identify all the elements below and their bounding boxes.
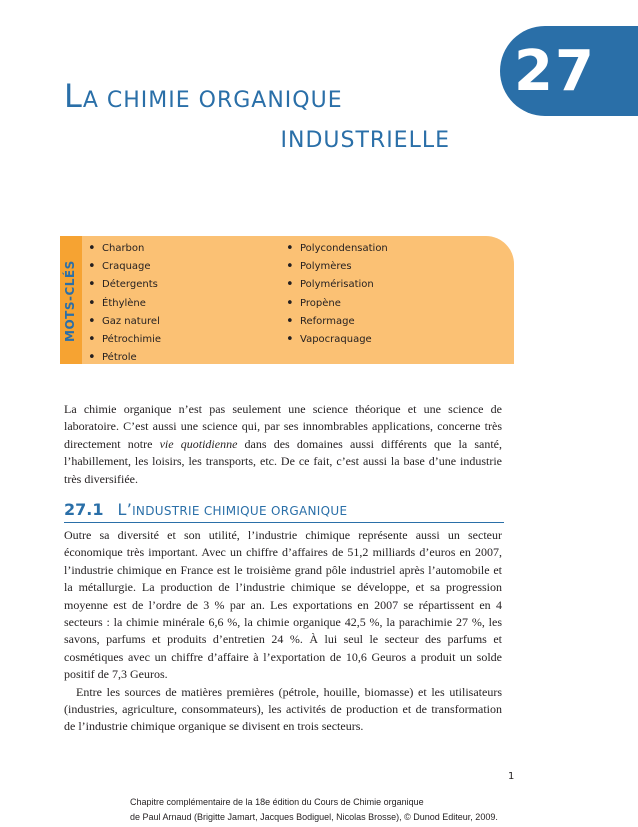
keyword-item [286, 331, 388, 349]
keyword-item [88, 349, 161, 367]
keywords-label: MOTS-CLÉS [63, 260, 77, 342]
keyword-text: Polymères [300, 261, 352, 273]
chapter-title [64, 76, 454, 161]
footer-line-1: Chapitre complémentaire de la 18e édition du Cours de Chimie organique [130, 797, 424, 807]
keyword-text: Charbon [102, 243, 145, 254]
bullet-icon: • [88, 313, 96, 329]
bullet-icon: • [286, 241, 294, 256]
keyword-text: Vapocraquage [300, 333, 372, 345]
keywords-column-2 [286, 240, 388, 349]
intro-text-1: La chimie organique n’est pas seulement une science théorique et une science de laboratoire. C’est aussi une science qui, par ses innombrables applications, concerne très directement notre [64, 402, 502, 451]
keyword-item [286, 276, 388, 294]
section-number: 27.1 [64, 500, 104, 519]
keyword-item [286, 258, 388, 276]
keyword-item [88, 258, 161, 276]
bullet-icon: • [286, 313, 294, 329]
bullet-icon: • [286, 277, 294, 293]
keyword-text: Éthylène [102, 297, 146, 309]
section-title-initial: L’ [117, 500, 133, 519]
intro-emphasis: vie quotidienne [159, 436, 238, 451]
keyword-item [88, 295, 161, 313]
keywords-column-1 [88, 240, 161, 367]
keyword-item [88, 240, 161, 258]
title-rest: A CHIMIE ORGANIQUE [82, 88, 343, 113]
bullet-icon: • [88, 350, 96, 366]
bullet-icon: • [88, 241, 96, 256]
section-paragraph-2: Entre les sources de matières premières (pétrole, houille, biomasse) et les utilisateurs (industries, agriculture, consommateurs), les activités de production et de transformation de l’industrie chimique organique se divisent en trois secteurs. [64, 684, 502, 734]
footer-line-2: de Paul Arnaud (Brigitte Jamart, Jacques Bodiguel, Nicolas Brosse), © Dunod Editeur, 2009. [130, 812, 498, 822]
keyword-item [88, 276, 161, 294]
keyword-text: Pétrochimie [102, 333, 162, 345]
chapter-number-tab [500, 26, 638, 116]
chapter-title-line2: INDUSTRIELLE [280, 128, 450, 153]
section-heading [64, 500, 504, 519]
keyword-text: Craquage [102, 261, 151, 273]
keyword-text: Polycondensation [300, 243, 388, 254]
intro-paragraph [64, 401, 502, 488]
chapter-title-line1 [64, 76, 454, 121]
keyword-item [286, 295, 388, 313]
keyword-item [286, 313, 388, 331]
bullet-icon: • [286, 259, 294, 275]
keyword-text: Pétrole [102, 352, 137, 364]
title-initial: L [64, 77, 83, 115]
section-title [117, 500, 347, 519]
footer [130, 795, 550, 825]
keyword-item [286, 240, 388, 258]
page-number: 1 [508, 771, 515, 782]
section-title-rest: INDUSTRIE CHIMIQUE ORGANIQUE [132, 504, 348, 518]
keyword-text: Gaz naturel [102, 315, 160, 327]
bullet-icon: • [286, 295, 294, 311]
bullet-icon: • [286, 331, 294, 347]
keyword-item [88, 331, 161, 349]
keyword-text: Propène [300, 297, 341, 309]
intro-text-2: dans des domaines aussi différents que la santé, l’habillement, les loisirs, les transports, etc. De ce fait, c’est aussi la base d’une industrie très diversifiée. [64, 436, 503, 486]
bullet-icon: • [88, 331, 96, 347]
keywords-box [60, 236, 514, 364]
keyword-item [88, 313, 161, 331]
bullet-icon: • [88, 277, 96, 293]
keyword-text: Reformage [300, 315, 355, 327]
chapter-number: 27 [514, 38, 596, 104]
keyword-text: Polymérisation [300, 279, 374, 291]
bullet-icon: • [88, 295, 96, 311]
section-paragraph-1: Outre sa diversité et son utilité, l’industrie chimique représente aussi un secteur économique très important. Avec un chiffre d’affaires de 51,2 milliards d’euros en 2007, l’industrie chimique en France est le troisième grand pôle industriel après l’automobile et la métallurgie. La production de l’industrie chimique se développe, et sa progression moyenne est de l’ordre de 3 % par an. Les exportations en 2007 se répartissent en 4 secteurs : la chimie minérale 6,6 %, la chimie organique 42,5 %, la parachimie 27 %, les savons, parfums et produits d’entretien 24 %. À lui seul le secteur des parfums et cosmétiques avec un chiffre d’affaire à l’exportation de 10,6 Geuros a produit un solde positif de 7,3 Geuros. [64, 528, 502, 682]
bullet-icon: • [88, 259, 96, 275]
section-rule [64, 522, 504, 523]
keyword-text: Détergents [102, 279, 158, 291]
section-body [64, 527, 502, 736]
